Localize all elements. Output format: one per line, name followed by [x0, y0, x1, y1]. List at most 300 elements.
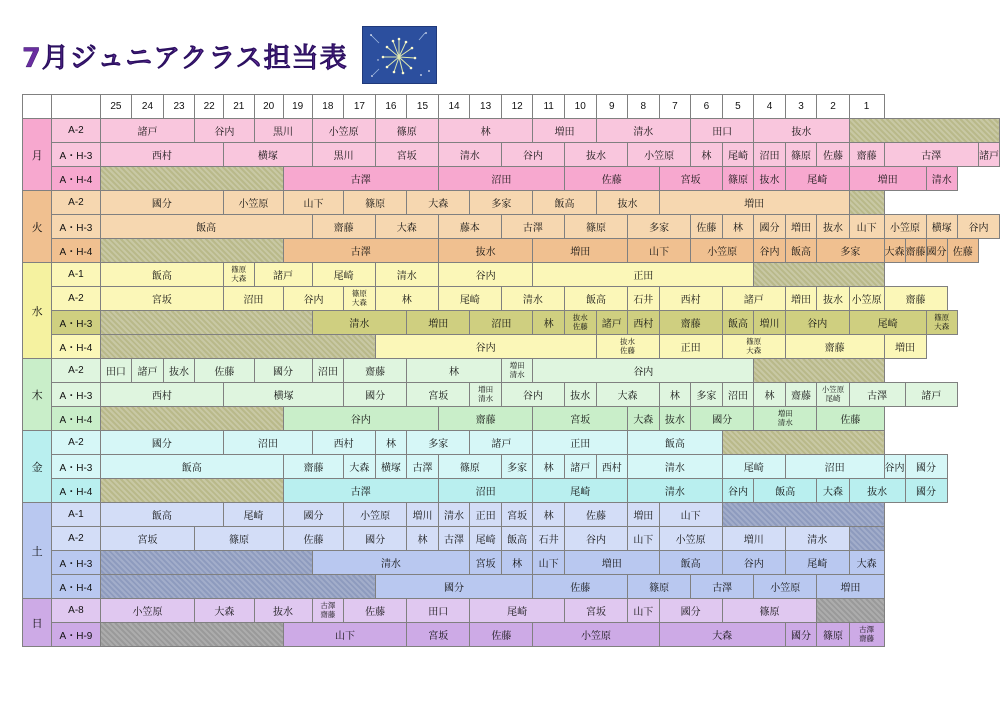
- assignment-cell: 篠原: [722, 599, 817, 623]
- day-label-金: 金: [23, 431, 52, 503]
- assignment-cell: 増川: [407, 503, 439, 527]
- assignment-cell: 諸戸: [979, 143, 1000, 167]
- table-row: [23, 143, 1000, 167]
- assignment-cell: 飯高: [785, 239, 817, 263]
- assignment-cell: 大森: [659, 623, 785, 647]
- assignment-cell: 抜水 佐藤: [564, 311, 596, 335]
- assignment-cell: 古澤: [691, 575, 754, 599]
- assignment-cell: 尾崎: [470, 527, 502, 551]
- assignment-cell: 林: [691, 143, 723, 167]
- assignment-cell: 國分: [754, 215, 786, 239]
- assignment-cell: 諸戸: [254, 263, 312, 287]
- table-row: [23, 479, 1000, 503]
- table-row: [23, 383, 1000, 407]
- empty-cell: [817, 599, 884, 623]
- assignment-cell: 谷内: [785, 311, 849, 335]
- table-body: [23, 119, 1000, 647]
- assignment-cell: 齋藤: [344, 359, 407, 383]
- assignment-cell: 飯高: [100, 263, 223, 287]
- assignment-cell: 小笠原: [628, 143, 691, 167]
- assignment-cell: 谷内: [283, 407, 438, 431]
- assignment-cell: 國分: [100, 191, 223, 215]
- assignment-cell: 尾崎: [224, 503, 284, 527]
- assignment-cell: 山下: [283, 191, 343, 215]
- assignment-cell: 宮坂: [407, 623, 470, 647]
- assignment-cell: 尾崎: [722, 143, 754, 167]
- assignment-cell: 多家: [407, 431, 470, 455]
- assignment-cell: 飯高: [722, 311, 754, 335]
- table-row: [23, 623, 1000, 647]
- assignment-cell: 佐藤: [817, 143, 849, 167]
- assignment-cell: 國分: [283, 503, 343, 527]
- empty-cell: [100, 575, 375, 599]
- assignment-cell: 谷内: [722, 551, 785, 575]
- fireworks-icon: [363, 27, 436, 83]
- assignment-cell: 齋藤: [905, 239, 926, 263]
- assignment-cell: 飯高: [100, 215, 312, 239]
- empty-cell: [100, 623, 283, 647]
- assignment-cell: 林: [754, 383, 786, 407]
- assignment-cell: 國分: [926, 239, 947, 263]
- header-day-22: 22: [195, 95, 224, 119]
- header-day-18: 18: [312, 95, 344, 119]
- assignment-cell: 山下: [659, 503, 722, 527]
- class-label: A-1: [52, 503, 100, 527]
- assignment-cell: 佐藤: [817, 407, 884, 431]
- assignment-cell: 小笠原: [224, 191, 284, 215]
- assignment-cell: 宮坂: [501, 503, 533, 527]
- table-row: [23, 599, 1000, 623]
- empty-cell: [754, 263, 884, 287]
- assignment-cell: 古澤: [884, 143, 979, 167]
- assignment-cell: 宮坂: [375, 143, 438, 167]
- assignment-cell: 横塚: [926, 215, 958, 239]
- assignment-cell: 小笠原: [884, 215, 926, 239]
- assignment-cell: 谷内: [722, 479, 754, 503]
- assignment-cell: 正田: [533, 431, 628, 455]
- assignment-cell: 小笠原 尾崎: [817, 383, 849, 407]
- assignment-cell: 石井: [533, 527, 565, 551]
- table-row: [23, 503, 1000, 527]
- assignment-cell: 尾崎: [722, 455, 785, 479]
- assignment-cell: 谷内: [501, 143, 564, 167]
- assignment-cell: 増田 清水: [470, 383, 502, 407]
- assignment-cell: 増田 清水: [754, 407, 817, 431]
- assignment-cell: 黒川: [254, 119, 312, 143]
- assignment-cell: 宮坂: [533, 407, 628, 431]
- assignment-cell: 古澤 齋藤: [312, 599, 344, 623]
- header-day-3: 3: [785, 95, 817, 119]
- assignment-cell: 佐藤: [195, 359, 254, 383]
- class-label: A-2: [52, 359, 100, 383]
- assignment-cell: 沼田: [224, 431, 312, 455]
- assignment-cell: 多家: [470, 191, 533, 215]
- assignment-cell: 谷内: [375, 335, 596, 359]
- assignment-cell: 飯高: [100, 503, 223, 527]
- assignment-cell: 國分: [659, 599, 722, 623]
- assignment-cell: 篠原: [785, 143, 817, 167]
- class-label: A-2: [52, 287, 100, 311]
- assignment-cell: 清水: [438, 143, 501, 167]
- assignment-cell: 飯高: [501, 527, 533, 551]
- assignment-cell: 黒川: [312, 143, 375, 167]
- assignment-cell: 飯高: [659, 551, 722, 575]
- assignment-cell: 林: [501, 551, 533, 575]
- empty-cell: [722, 503, 884, 527]
- assignment-cell: 増田: [659, 191, 849, 215]
- assignment-cell: 谷内: [958, 215, 1000, 239]
- day-label-水: 水: [23, 263, 52, 359]
- day-label-土: 土: [23, 503, 52, 599]
- assignment-cell: 國分: [785, 623, 817, 647]
- assignment-cell: 山下: [849, 215, 884, 239]
- assignment-cell: 宮坂: [470, 551, 502, 575]
- assignment-cell: 佐藤: [533, 575, 628, 599]
- assignment-cell: 林: [533, 503, 565, 527]
- assignment-cell: 諸戸: [470, 431, 533, 455]
- assignment-cell: 西村: [100, 383, 223, 407]
- table-row: [23, 527, 1000, 551]
- assignment-cell: 大森: [195, 599, 254, 623]
- table-row: [23, 407, 1000, 431]
- fireworks-logo: [362, 26, 437, 84]
- table-row: [23, 287, 1000, 311]
- page-title: 7月ジュニアクラス担当表: [22, 42, 348, 74]
- assignment-cell: 清水: [785, 527, 849, 551]
- assignment-cell: 抜水: [754, 167, 786, 191]
- assignment-cell: 沼田: [470, 311, 533, 335]
- assignment-cell: 谷内: [195, 119, 254, 143]
- assignment-cell: 沼田: [312, 359, 344, 383]
- assignment-cell: 清水: [926, 167, 958, 191]
- assignment-cell: 清水: [628, 455, 723, 479]
- empty-cell: [100, 479, 283, 503]
- assignment-cell: 増田: [407, 311, 470, 335]
- assignment-cell: 大森: [849, 551, 884, 575]
- assignment-cell: 佐藤: [564, 503, 627, 527]
- table-row: [23, 191, 1000, 215]
- assignment-cell: 増川: [722, 527, 785, 551]
- assignment-cell: 齋藤: [785, 383, 817, 407]
- assignment-cell: 國分: [344, 527, 407, 551]
- table-header-row: [23, 95, 1000, 119]
- assignment-cell: 増田: [817, 575, 884, 599]
- header-day-2: 2: [817, 95, 849, 119]
- assignment-cell: 田口: [100, 359, 132, 383]
- assignment-cell: 清水: [628, 479, 723, 503]
- assignment-cell: 諸戸: [100, 119, 195, 143]
- assignment-cell: 西村: [659, 287, 722, 311]
- assignment-cell: 山下: [283, 623, 406, 647]
- assignment-cell: 宮坂: [564, 599, 627, 623]
- assignment-cell: 増田: [849, 167, 926, 191]
- assignment-cell: 飯高: [628, 431, 723, 455]
- assignment-cell: 尾崎: [533, 479, 628, 503]
- assignment-cell: 林: [659, 383, 691, 407]
- empty-cell: [100, 311, 312, 335]
- assignment-cell: 清水: [501, 287, 564, 311]
- assignment-cell: 小笠原: [100, 599, 195, 623]
- header-day-12: 12: [501, 95, 533, 119]
- assignment-cell: 小笠原: [691, 239, 754, 263]
- assignment-cell: 飯高: [754, 479, 817, 503]
- header-day-16: 16: [375, 95, 407, 119]
- assignment-cell: 清水: [312, 311, 407, 335]
- assignment-cell: 國分: [905, 479, 947, 503]
- assignment-cell: 大森: [407, 191, 470, 215]
- empty-cell: [100, 407, 283, 431]
- assignment-cell: 篠原: [438, 455, 501, 479]
- assignment-cell: 抜水: [817, 215, 849, 239]
- assignment-cell: 谷内: [754, 239, 786, 263]
- assignment-cell: 林: [375, 431, 407, 455]
- class-label: A・H-3: [52, 455, 100, 479]
- class-label: A・H-3: [52, 551, 100, 575]
- class-label: A-2: [52, 119, 100, 143]
- table-row: [23, 311, 1000, 335]
- assignment-cell: 大森: [375, 215, 438, 239]
- assignment-cell: 増田: [785, 287, 817, 311]
- assignment-cell: 林: [533, 455, 565, 479]
- assignment-cell: 國分: [100, 431, 223, 455]
- header-day-14: 14: [438, 95, 470, 119]
- assignment-cell: 國分: [344, 383, 407, 407]
- assignment-cell: 齋藤: [283, 455, 343, 479]
- assignment-cell: 飯高: [564, 287, 627, 311]
- header-class-corner: [52, 95, 100, 119]
- assignment-cell: 篠原: [375, 119, 438, 143]
- assignment-cell: 諸戸: [905, 383, 958, 407]
- assignment-cell: 小笠原: [754, 575, 817, 599]
- assignment-cell: 篠原: [564, 215, 627, 239]
- class-label: A・H-4: [52, 479, 100, 503]
- day-label-月: 月: [23, 119, 52, 191]
- assignment-cell: 抜水: [817, 287, 849, 311]
- assignment-cell: 谷内: [564, 527, 627, 551]
- class-label: A・H-4: [52, 167, 100, 191]
- header-day-19: 19: [283, 95, 312, 119]
- assignment-cell: 古澤: [283, 167, 438, 191]
- assignment-cell: 篠原: [722, 167, 754, 191]
- assignment-cell: 抜水: [659, 407, 691, 431]
- assignment-cell: 石井: [628, 287, 660, 311]
- assignment-cell: 小笠原: [659, 527, 722, 551]
- assignment-cell: 横塚: [224, 143, 312, 167]
- assignment-cell: 林: [375, 287, 438, 311]
- assignment-cell: 尾崎: [312, 263, 375, 287]
- assignment-cell: 抜水: [596, 191, 659, 215]
- assignment-cell: 尾崎: [438, 287, 501, 311]
- class-label: A・H-4: [52, 335, 100, 359]
- assignment-cell: 齋藤: [785, 335, 884, 359]
- class-label: A・H-3: [52, 143, 100, 167]
- class-label: A-2: [52, 431, 100, 455]
- assignment-cell: 宮坂: [407, 383, 470, 407]
- assignment-cell: 諸戸: [722, 287, 785, 311]
- assignment-cell: 山下: [628, 239, 691, 263]
- header-day-10: 10: [564, 95, 596, 119]
- assignment-cell: 沼田: [785, 455, 884, 479]
- assignment-cell: 谷内: [884, 455, 905, 479]
- assignment-cell: 増田: [628, 503, 660, 527]
- empty-cell: [849, 191, 884, 215]
- assignment-cell: 佐藤: [564, 167, 659, 191]
- assignment-cell: 齋藤: [659, 311, 722, 335]
- assignment-cell: 篠原: [195, 527, 283, 551]
- assignment-cell: 林: [438, 119, 533, 143]
- assignment-cell: 國分: [691, 407, 754, 431]
- empty-cell: [100, 239, 283, 263]
- assignment-cell: 篠原 大森: [224, 263, 254, 287]
- assignment-cell: 齋藤: [312, 215, 375, 239]
- header-day-4: 4: [754, 95, 786, 119]
- header-day-8: 8: [628, 95, 660, 119]
- class-label: A・H-4: [52, 239, 100, 263]
- assignment-cell: 古澤: [283, 479, 438, 503]
- header-day-6: 6: [691, 95, 723, 119]
- assignment-cell: 西村: [628, 311, 660, 335]
- day-label-日: 日: [23, 599, 52, 647]
- empty-cell: [754, 359, 884, 383]
- assignment-cell: 佐藤: [691, 215, 723, 239]
- assignment-cell: 抜水 佐藤: [596, 335, 659, 359]
- assignment-cell: 山下: [533, 551, 565, 575]
- assignment-cell: 田口: [691, 119, 754, 143]
- assignment-cell: 古澤: [407, 455, 439, 479]
- assignment-cell: 佐藤: [470, 623, 533, 647]
- assignment-cell: 宮坂: [100, 287, 223, 311]
- assignment-cell: 諸戸: [132, 359, 164, 383]
- assignment-cell: 林: [407, 359, 502, 383]
- assignment-cell: 古澤: [849, 383, 905, 407]
- assignment-cell: 正田: [533, 263, 754, 287]
- day-label-火: 火: [23, 191, 52, 263]
- table-row: [23, 431, 1000, 455]
- header-day-9: 9: [596, 95, 628, 119]
- assignment-cell: 清水: [438, 503, 470, 527]
- assignment-cell: 谷内: [283, 287, 343, 311]
- header-day-25: 25: [100, 95, 132, 119]
- assignment-cell: 増田: [533, 239, 628, 263]
- day-label-木: 木: [23, 359, 52, 431]
- assignment-cell: 大森: [596, 383, 659, 407]
- assignment-cell: 大森: [884, 239, 905, 263]
- table-row: [23, 215, 1000, 239]
- assignment-cell: 西村: [100, 143, 223, 167]
- assignment-cell: 諸戸: [564, 455, 596, 479]
- assignment-cell: 増田: [533, 119, 596, 143]
- assignment-cell: 大森: [628, 407, 660, 431]
- assignment-cell: 谷内: [533, 359, 754, 383]
- header-day-20: 20: [254, 95, 283, 119]
- assignment-cell: 沼田: [438, 479, 533, 503]
- header-day-21: 21: [224, 95, 254, 119]
- assignment-cell: 山下: [628, 527, 660, 551]
- table-row: [23, 455, 1000, 479]
- assignment-cell: 國分: [905, 455, 947, 479]
- assignment-cell: 多家: [691, 383, 723, 407]
- header-day-5: 5: [722, 95, 754, 119]
- table-row: [23, 575, 1000, 599]
- assignment-cell: 篠原 大森: [344, 287, 376, 311]
- assignment-cell: 抜水: [849, 479, 905, 503]
- assignment-cell: 齋藤: [849, 143, 884, 167]
- class-label: A-2: [52, 527, 100, 551]
- assignment-cell: 宮坂: [659, 167, 722, 191]
- assignment-cell: 飯高: [100, 455, 283, 479]
- class-label: A・H-4: [52, 407, 100, 431]
- assignment-cell: 藤本: [438, 215, 501, 239]
- assignment-cell: 尾崎: [470, 599, 565, 623]
- assignment-cell: 大森: [344, 455, 376, 479]
- assignment-cell: 増田: [564, 551, 659, 575]
- assignment-cell: 増川: [754, 311, 786, 335]
- assignment-cell: 増田 清水: [501, 359, 533, 383]
- assignment-cell: 多家: [501, 455, 533, 479]
- assignment-cell: 飯高: [533, 191, 596, 215]
- empty-cell: [849, 119, 999, 143]
- class-label: A・H-3: [52, 311, 100, 335]
- table-row: [23, 239, 1000, 263]
- assignment-cell: 林: [407, 527, 439, 551]
- header-day-23: 23: [163, 95, 195, 119]
- empty-cell: [722, 431, 884, 455]
- assignment-cell: 抜水: [254, 599, 312, 623]
- assignment-cell: 篠原 大森: [722, 335, 785, 359]
- assignment-cell: 田口: [407, 599, 470, 623]
- assignment-cell: 古澤: [283, 239, 438, 263]
- class-label: A・H-3: [52, 383, 100, 407]
- header-day-15: 15: [407, 95, 439, 119]
- assignment-cell: 抜水: [163, 359, 195, 383]
- assignment-cell: 増田: [785, 215, 817, 239]
- class-label: A-1: [52, 263, 100, 287]
- table-row: [23, 359, 1000, 383]
- class-label: A-2: [52, 191, 100, 215]
- header-day-7: 7: [659, 95, 691, 119]
- header-day-17: 17: [344, 95, 376, 119]
- assignment-cell: 小笠原: [533, 623, 659, 647]
- assignment-cell: 正田: [470, 503, 502, 527]
- assignment-cell: 西村: [312, 431, 375, 455]
- assignment-cell: 抜水: [438, 239, 533, 263]
- assignment-cell: 沼田: [224, 287, 284, 311]
- table-row: [23, 263, 1000, 287]
- header-day-corner: [23, 95, 52, 119]
- header-day-13: 13: [470, 95, 502, 119]
- assignment-cell: 宮坂: [100, 527, 195, 551]
- assignment-cell: 小笠原: [849, 287, 884, 311]
- assignment-cell: 尾崎: [849, 311, 926, 335]
- assignment-cell: 諸戸: [596, 311, 628, 335]
- assignment-cell: 清水: [312, 551, 470, 575]
- header-day-24: 24: [132, 95, 164, 119]
- table-row: [23, 119, 1000, 143]
- assignment-cell: 西村: [596, 455, 628, 479]
- assignment-cell: 清水: [375, 263, 438, 287]
- assignment-cell: 沼田: [438, 167, 564, 191]
- empty-cell: [100, 551, 312, 575]
- assignment-cell: 沼田: [754, 143, 786, 167]
- assignment-cell: 沼田: [722, 383, 754, 407]
- assignment-cell: 林: [533, 311, 565, 335]
- header-day-1: 1: [849, 95, 884, 119]
- assignment-cell: 小笠原: [312, 119, 375, 143]
- assignment-cell: 谷内: [501, 383, 564, 407]
- title-row: [22, 26, 437, 84]
- assignment-cell: 佐藤: [283, 527, 343, 551]
- assignment-cell: 増田: [884, 335, 926, 359]
